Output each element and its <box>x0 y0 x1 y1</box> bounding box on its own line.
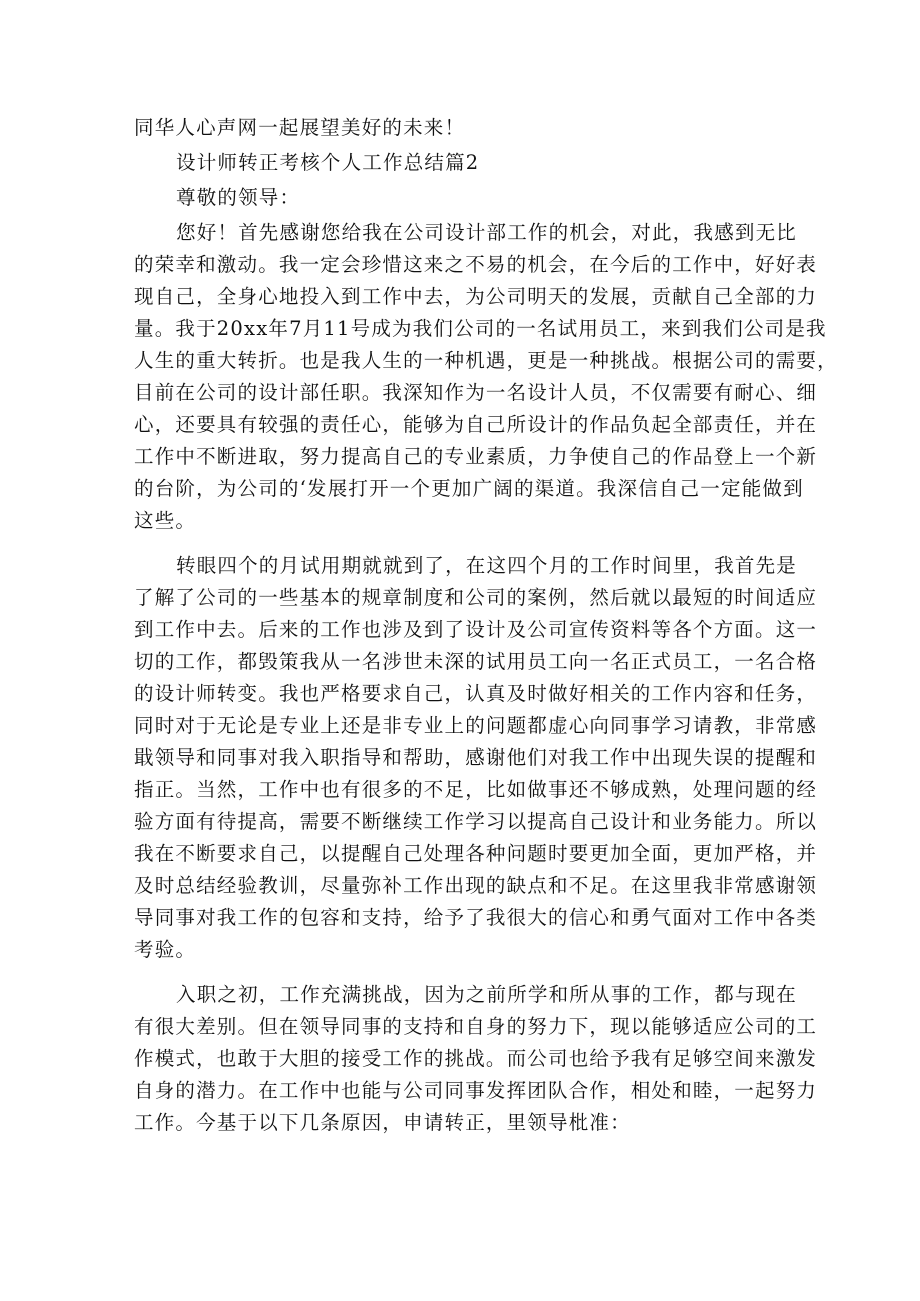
paragraph-line: 的台阶，为公司的‘发展打开一个更加广阔的渠道。我深信自己一定能做到 <box>134 477 804 500</box>
paragraph-line: 验方面有待提高，需要不断继续工作学习以提高自己设计和业务能力。所以 <box>134 810 818 833</box>
paragraph-line: 目前在公司的设计部任职。我深知作为一名设计人员，不仅需要有耐心、细 <box>134 381 818 404</box>
paragraph-line: 自身的潜力。在工作中也能与公司同事发挥团队合作，相处和睦，一起努力 <box>134 1079 818 1102</box>
paragraph-line: 人生的重大转折。也是我人生的一种机遇，更是一种挑战。根据公司的需要， <box>134 349 838 372</box>
paragraph-line: 这些。 <box>134 509 197 532</box>
paragraph-line: 的荣幸和激动。我一定会珍惜这来之不易的机会，在今后的工作中，好好表 <box>134 253 818 276</box>
paragraph-line: 导同事对我工作的包容和支持，给予了我很大的信心和勇气面对工作中各类 <box>134 906 818 929</box>
paragraph-line: 同时对于无论是专业上还是非专业上的问题都虚心向同事学习请教，非常感 <box>134 714 818 737</box>
paragraph-line: 戢领导和同事对我入职指导和帮助，感谢他们对我工作中出现失误的提醒和 <box>134 746 818 769</box>
paragraph-line: 转眼四个的月试用期就就到了，在这四个月的工作时间里，我首先是 <box>176 554 798 577</box>
paragraph-line: 指正。当然，工作中也有很多的不足，比如做事还不够成熟，处理问题的经 <box>134 778 818 801</box>
closing-line: 同华人心声网一起展望美好的未来！ <box>134 116 466 139</box>
paragraph-line: 工作中不断进取，努力提高自己的专业素质，力争使自己的作品登上一个新 <box>134 445 818 468</box>
salutation: 尊敬的领导： <box>176 186 301 209</box>
paragraph-line: 切的工作，都毁策我从一名涉世未深的试用员工向一名正式员工，一名合格 <box>134 650 818 673</box>
paragraph-line: 考验。 <box>134 938 197 961</box>
paragraph-line: 工作。今基于以下几条原因，申请转正，里领导枇准： <box>134 1111 631 1134</box>
paragraph-line: 作模式，也敢于大胆的接受工作的挑战。而公司也给予我有足够空间来激发 <box>134 1047 818 1070</box>
paragraph-line: 及时总结经验教训，尽量弥补工作出现的缺点和不足。在这里我非常感谢领 <box>134 874 818 897</box>
paragraph-2 <box>134 550 818 966</box>
paragraph-line: 的设计师转变。我也严格要求自己，认真及时做好相关的工作内容和任务， <box>134 682 818 705</box>
paragraph-1 <box>134 217 838 537</box>
paragraph-line: 我在不断要求自己，以提醒自己处理各种问题时要更加全面，更加严格，并 <box>134 842 818 865</box>
paragraph-line: 您好！首先感谢您给我在公司设计部工作的机会，对此，我感到无比 <box>176 221 798 244</box>
paragraph-line: 现自己，全身心地投入到工作中去，为公司明天的发展，贡献自己全部的力 <box>134 285 818 308</box>
paragraph-line: 到工作中去。后来的工作也涉及到了设计及公司宣传资料等各个方面。这一 <box>134 618 818 641</box>
paragraph-line: 有很大差别。但在领导同事的支持和自身的努力下，现以能够适应公司的工 <box>134 1015 818 1038</box>
document-page <box>134 112 838 1139</box>
paragraph-line: 入职之初，工作充满挑战，因为之前所学和所从事的工作，都与现在 <box>176 983 798 1006</box>
paragraph-line: 了解了公司的一些基本的规章制度和公司的案例，然后就以最短的时间适应 <box>134 586 818 609</box>
paragraph-line: 心，还要具有较强的责任心，能够为自己所设计的作品负起全部责任，并在 <box>134 413 818 436</box>
paragraph-3 <box>134 979 818 1139</box>
paragraph-line: 量。我于20xx年7月11号成为我们公司的一名试用员工，来到我们公司是我 <box>134 317 827 340</box>
section-title: 设计师转正考核个人工作总结篇2 <box>176 151 480 174</box>
